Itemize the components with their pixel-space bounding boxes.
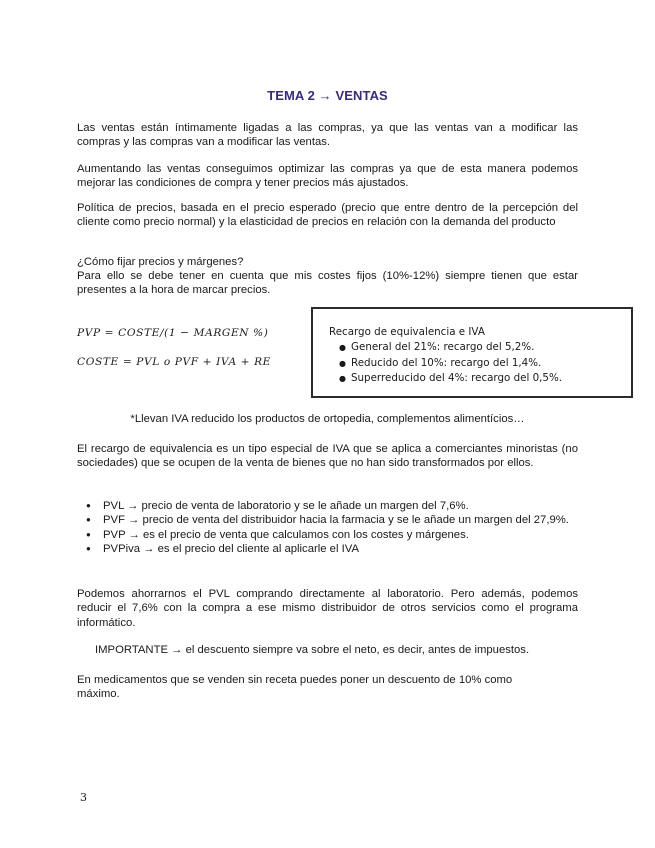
- box-list-item: ● Reducido del 10%: recargo del 1,4%.: [339, 356, 631, 371]
- box-title: Recargo de equivalencia e IVA: [329, 326, 485, 338]
- pricing-policy-paragraph: Política de precios, basada en el precio esperado (precio que entre dentro de la percepción del cliente como precio normal) y la elasticidad de precios en relación con la demanda del producto: [77, 202, 578, 229]
- definition-item-pvf: ● PVF → precio de venta del distribuidor hacia la farmacia y se le añade un margen del 27,9%.: [77, 513, 578, 527]
- formula-pvp: PVP = COSTE/(1 − MARGEN %): [77, 327, 269, 339]
- box-list: [329, 340, 631, 386]
- formula-coste: COSTE = PVL o PVF + IVA + RE: [77, 356, 272, 368]
- page-title: TEMA 2 → VENTAS: [267, 88, 388, 103]
- pvl-paragraph: Podemos ahorrarnos el PVL comprando directamente al laboratorio. Pero además, podemos reducir el 7,6% con la compra a ese mismo distribuidor de otros servicios como el programa informático.: [77, 588, 578, 629]
- definitions-list: [77, 499, 578, 556]
- question-heading: ¿Cómo fijar precios y márgenes?: [77, 256, 244, 268]
- important-note: IMPORTANTE → el descuento siempre va sobre el neto, es decir, antes de impuestos.: [95, 644, 530, 656]
- page-number: 3: [80, 791, 87, 804]
- final-paragraph: En medicamentos que se venden sin receta puedes poner un descuento de 10% como máximo.: [77, 674, 513, 701]
- box-list-item: ● Superreducido del 4%: recargo del 0,5%.: [339, 371, 631, 386]
- question-answer-paragraph: Para ello se debe tener en cuenta que mis costes fijos (10%-12%) siempre tienen que estar presentes a la hora de marcar precios.: [77, 270, 578, 297]
- recargo-info-box: [311, 307, 633, 398]
- recargo-paragraph: El recargo de equivalencia es un tipo especial de IVA que se aplica a comerciantes minoristas (no sociedades) que se ocupen de la venta de bienes que no han sido transformados por ellos.: [77, 443, 578, 470]
- definition-item-pvl: ● PVL → precio de venta de laboratorio y se le añade un margen del 7,6%.: [77, 499, 578, 513]
- intro-paragraph: Las ventas están íntimamente ligadas a las compras, ya que las ventas van a modificar las compras y las compras van a modificar las ventas.: [77, 122, 578, 149]
- definition-item-pvpiva: ● PVPiva → es el precio del cliente al aplicarle el IVA: [77, 542, 578, 556]
- box-list-item: ● General del 21%: recargo del 5,2%.: [339, 340, 631, 355]
- iva-note: *Llevan IVA reducido los productos de ortopedia, complementos alimentícios…: [130, 413, 525, 425]
- sales-paragraph: Aumentando las ventas conseguimos optimizar las compras ya que de esta manera podemos mejorar las condiciones de compra y tener precios más ajustados.: [77, 163, 578, 190]
- definition-item-pvp: ● PVP → es el precio de venta que calculamos con los costes y márgenes.: [77, 528, 578, 542]
